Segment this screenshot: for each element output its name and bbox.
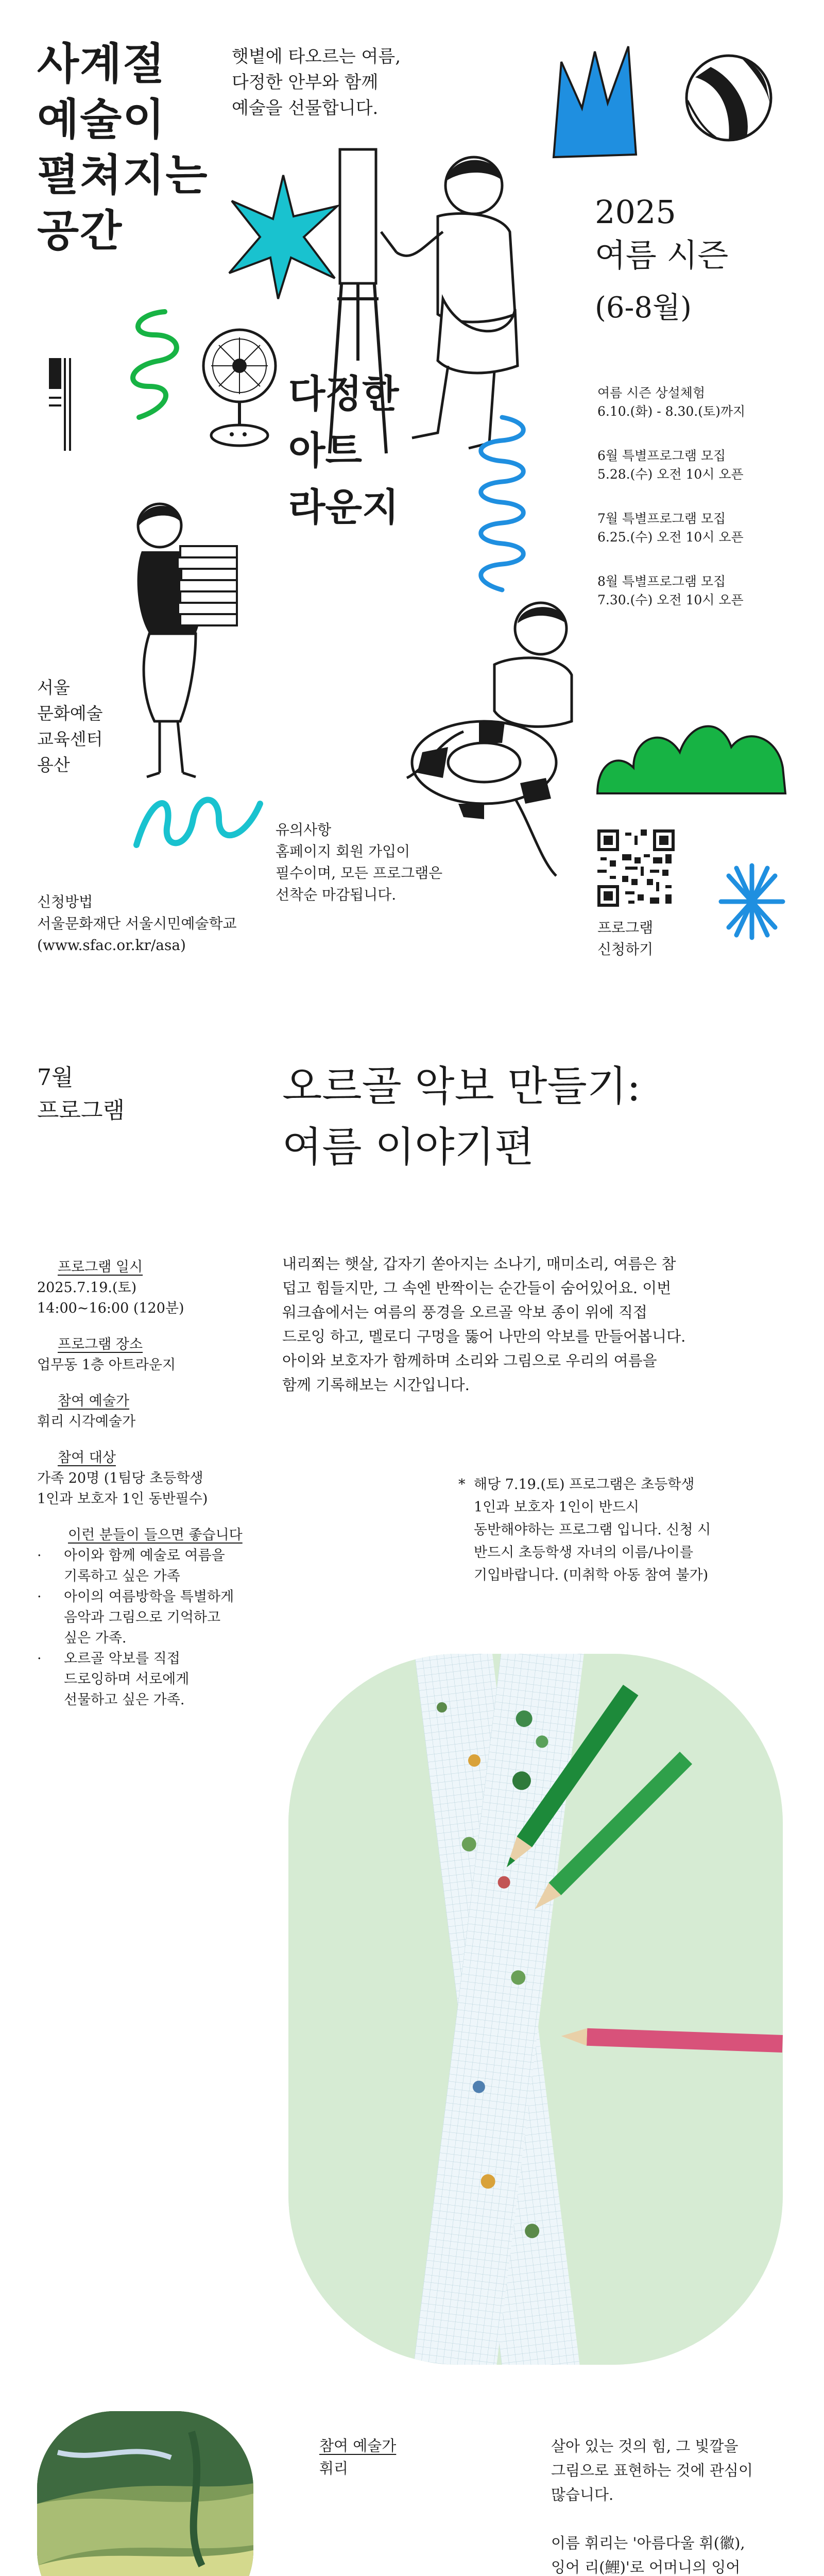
notice-line: 동반해야하는 프로그램 입니다. 신청 시 [474, 1522, 711, 1538]
schedule-title: 7월 특별프로그램 모집 [597, 511, 726, 526]
lounge-line: 아트 [288, 429, 362, 473]
program-title-line: 오르골 악보 만들기: [282, 1062, 641, 1110]
hero-title [37, 36, 209, 259]
recommend-line: 음악과 그림으로 기억하고 [64, 1609, 221, 1625]
schedule-title: 8월 특별프로그램 모집 [597, 574, 726, 589]
apply-method [37, 891, 237, 956]
schedule-item [597, 447, 814, 484]
artist-label-block [319, 2434, 396, 2480]
notes-line: 필수이며, 모든 프로그램은 [276, 865, 443, 882]
recommend-list [37, 1546, 274, 1710]
artist-name: 휘리 [319, 2460, 349, 2477]
recommend-line: · 아이의 여름방학을 특별하게 [64, 1589, 234, 1605]
artist-bio [551, 2434, 814, 2576]
info-label: 프로그램 일시 [58, 1259, 143, 1275]
schedule-title: 여름 시즌 상설체험 [597, 385, 706, 400]
qr-apply-label [597, 917, 653, 960]
blue-spikes-illustration [546, 41, 644, 165]
season-info [595, 191, 728, 330]
bio-line: 살아 있는 것의 힘, 그 빛깔을 [551, 2437, 739, 2455]
program-month [37, 1061, 125, 1127]
hero-title-line: 사계절 [37, 38, 166, 89]
info-block-datetime [37, 1257, 274, 1319]
hero-title-line: 예술이 [37, 94, 166, 145]
notice-line: 기입바랍니다. (미취학 아동 참여 불가) [474, 1567, 709, 1583]
center-name-line: 문화예술 [37, 703, 103, 723]
lounge-line: 라운지 [288, 485, 399, 530]
recommend-item [37, 1546, 274, 1587]
apply-qr-code[interactable] [597, 829, 675, 907]
info-value: 2025.7.19.(토) [37, 1280, 137, 1296]
description-line: 내리쬐는 햇살, 갑자기 쏟아지는 소나기, 매미소리, 여름은 참 [282, 1255, 676, 1273]
notes [276, 819, 442, 906]
notes-line: 홈페이지 회원 가입이 [276, 843, 410, 860]
apply-line: 신청방법 [37, 893, 93, 910]
notice-line: 1인과 보호자 1인이 반드시 [474, 1499, 639, 1515]
tagline-line: 다정한 안부와 함께 [232, 72, 379, 93]
hero-tagline [232, 44, 401, 121]
schedule-date: 6.25.(수) 오전 10시 오픈 [597, 530, 744, 545]
recommend-line: · 아이와 함께 예술로 여름을 [64, 1548, 225, 1564]
schedule-title: 6월 특별프로그램 모집 [597, 448, 726, 463]
description-line: 함께 기록해보는 시간입니다. [282, 1376, 470, 1394]
recommend-line: 기록하고 싶은 가족 [64, 1568, 180, 1584]
description-line: 덥고 힘들지만, 그 속엔 반짝이는 순간들이 숨어있어요. 이번 [282, 1279, 672, 1297]
recommend-line: 싶은 가족. [64, 1630, 127, 1646]
bio-line: 잉어 리(鯉)'로 어머니의 잉어 [551, 2558, 741, 2576]
apply-line: 서울문화재단 서울시민예술학교 [37, 915, 237, 932]
schedule-date: 5.28.(수) 오전 10시 오픈 [597, 467, 744, 482]
notes-line: 유의사항 [276, 821, 332, 838]
bio-line: 이름 휘리는 '아름다울 휘(徽), [551, 2534, 745, 2552]
info-value: 휘리 시각예술가 [37, 1414, 136, 1430]
recommend-line: 선물하고 싶은 가족. [64, 1692, 185, 1708]
artist-artwork [37, 2411, 253, 2576]
recommend-line: · 오르골 악보를 직접 [64, 1651, 180, 1667]
notice-line: 반드시 초등학생 자녀의 이름/나이를 [474, 1545, 694, 1561]
bio-line: 많습니다. [551, 2486, 614, 2503]
schedule-list [597, 384, 814, 635]
schedule-item [597, 510, 814, 547]
center-name-line: 서울 [37, 677, 70, 698]
description-line: 드로잉 하고, 멜로디 구멍을 뚫어 나만의 악보를 만들어봅니다. [282, 1328, 686, 1345]
lounge-title [288, 366, 399, 536]
program-title-line: 여름 이야기편 [282, 1123, 535, 1171]
season-name: 여름 시즌 [595, 236, 729, 274]
program-month-line: 7월 [37, 1064, 74, 1091]
description-line: 아이와 보호자가 함께하며 소리와 그림으로 우리의 여름을 [282, 1352, 657, 1369]
fan-illustration [196, 325, 283, 459]
hero-title-line: 펼쳐지는 [37, 149, 209, 200]
blue-spring-illustration [469, 412, 536, 598]
vertical-logo [46, 355, 77, 453]
book-carrier-illustration [118, 495, 263, 783]
music-box-strips-image [288, 1654, 783, 2365]
recommend-line: 드로잉하며 서로에게 [64, 1671, 190, 1687]
blue-asterisk-illustration [716, 860, 788, 943]
tagline-line: 예술을 선물합니다. [232, 98, 379, 118]
artist-painting-image [37, 2411, 253, 2576]
teal-ribbon-illustration [131, 773, 265, 855]
info-block-artist [37, 1391, 274, 1432]
recommend-title: 이런 분들이 들으면 좋습니다 [68, 1527, 243, 1543]
season-year: 2025 [595, 193, 676, 231]
lounge-line: 다정한 [288, 372, 399, 416]
recommend-block [37, 1525, 274, 1710]
info-block-target [37, 1448, 274, 1510]
program-info [37, 1257, 274, 1726]
bio-line: 그림으로 표현하는 것에 관심이 [551, 2462, 753, 2479]
info-block-place [37, 1334, 274, 1376]
schedule-item [597, 384, 814, 421]
tagline-line: 햇볕에 타오르는 여름, [232, 46, 401, 67]
program-title [282, 1056, 641, 1178]
info-value: 업무동 1층 아트라운지 [37, 1357, 176, 1373]
program-photo [288, 1654, 783, 2365]
notes-line: 선착순 마감됩니다. [276, 886, 397, 903]
schedule-date: 7.30.(수) 오전 10시 오픈 [597, 592, 744, 607]
recommend-item [37, 1649, 274, 1710]
info-label: 참여 대상 [58, 1450, 116, 1466]
beach-ball-illustration [680, 49, 778, 147]
info-value: 가족 20명 (1팀당 초등학생 [37, 1470, 203, 1486]
info-label: 프로그램 장소 [58, 1336, 143, 1352]
schedule-date: 6.10.(화) - 8.30.(토)까지 [597, 404, 746, 419]
description-line: 워크숍에서는 여름의 풍경을 오르골 악보 종이 위에 직접 [282, 1303, 647, 1321]
green-bush-illustration [587, 701, 793, 799]
info-value: 14:00~16:00 (120분) [37, 1300, 184, 1316]
qr-label-line: 프로그램 [597, 919, 654, 936]
notice-line: 해당 7.19.(토) 프로그램은 초등학생 [474, 1477, 695, 1493]
program-description [282, 1252, 792, 1397]
hero-title-line: 공간 [37, 205, 123, 256]
notice-star: * [458, 1477, 466, 1493]
bio-gap [551, 2507, 814, 2531]
qr-label-line: 신청하기 [597, 941, 654, 958]
season-period: (6-8월) [595, 291, 692, 325]
apply-line[interactable]: (www.sfac.or.kr/asa) [37, 937, 186, 954]
artist-label: 참여 예술가 [319, 2437, 397, 2454]
center-name [37, 675, 103, 778]
center-name-line: 교육센터 [37, 729, 103, 749]
info-label: 참여 예술가 [58, 1393, 129, 1409]
green-spring-illustration [118, 304, 185, 422]
schedule-item [597, 572, 814, 609]
center-name-line: 용산 [37, 755, 70, 775]
info-value: 1인과 보호자 1인 동반필수) [37, 1491, 208, 1507]
program-notice [458, 1473, 803, 1587]
recommend-item [37, 1587, 274, 1649]
program-month-line: 프로그램 [37, 1097, 125, 1124]
